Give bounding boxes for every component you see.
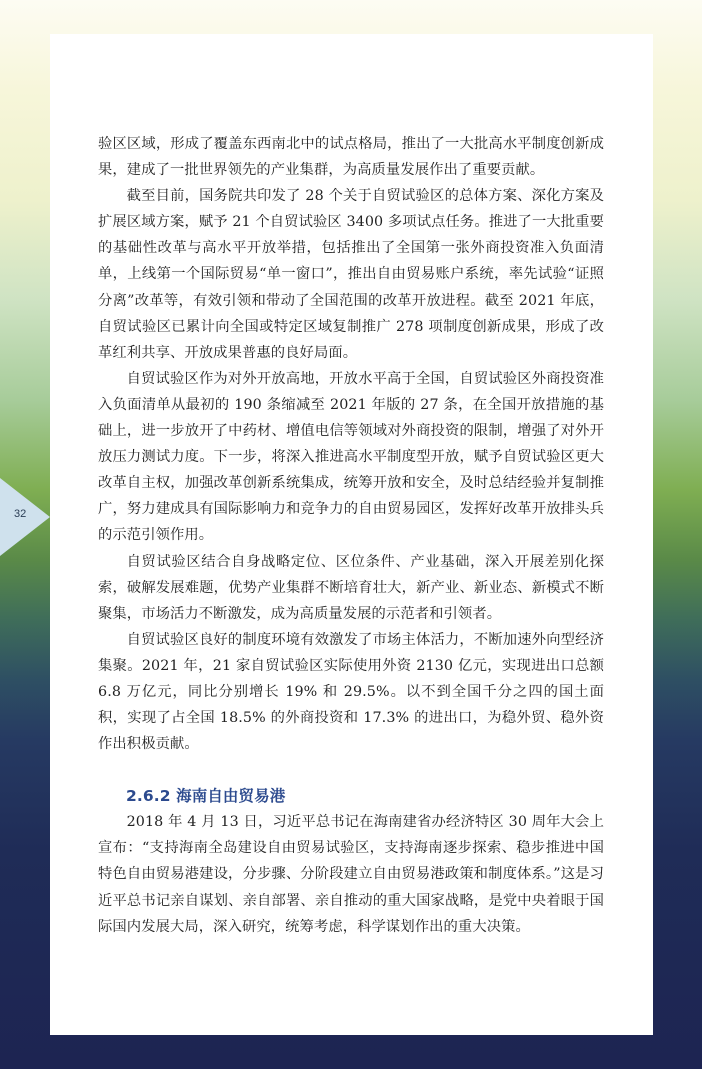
page-number: 32 (14, 508, 27, 520)
paragraph-differentiation: 自贸试验区结合自身战略定位、区位条件、产业基础，深入开展差别化探索，破解发展难题，优势产业集群不断培育壮大，新产业、新业态、新模式不断聚集，市场活力不断激发，成为高质量发展的示范者和引领者。 (98, 553, 604, 622)
body-text (98, 131, 604, 940)
section-heading: 2.6.2 海南自由贸易港 (126, 787, 286, 806)
paragraph-hainan: 2018 年 4 月 13 日，习近平总书记在海南建省办经济特区 30 周年大会上宣布：“支持海南全岛建设自由贸易试验区，支持海南逐步探索、稳步推进中国特色自由贸易港建设，分步骤、分阶段建立自由贸易港政策和制度体系。”这是习近平总书记亲自谋划、亲自部署、亲自推动的重大国家战略，是党中央着眼于国际国内发展大局，深入研究，统筹考虑，科学谋划作出的重大决策。 (98, 814, 604, 935)
paragraph-opening-up: 自贸试验区作为对外开放高地，开放水平高于全国，自贸试验区外商投资准入负面清单从最初的 190 条缩减至 2021 年版的 27 条，在全国开放措施的基础上，进一步放开了中药材、增值电信等领域对外商投资的限制，增强了对外开放压力测试力度。下一步，将深入推进高水平制度型开放，赋予自贸试验区更大改革自主权，加强改革创新系统集成，统筹开放和安全，及时总结经验并复制推广，努力建成具有国际影响力和竞争力的自由贸易园区，发挥好改革开放排头兵的示范引领作用。 (98, 370, 604, 544)
paragraph-plans: 截至目前，国务院共印发了 28 个关于自贸试验区的总体方案、深化方案及扩展区域方案，赋予 21 个自贸试验区 3400 多项试点任务。推进了一大批重要的基础性改革与高水平开放举措，包括推出了全国第一张外商投资准入负面清单，上线第一个国际贸易“单一窗口”，推出自由贸易账户系统，率先试验“证照分离”改革等，有效引领和带动了全国范围的改革开放进程。截至 2021 年底，自贸试验区已累计向全国或特定区域复制推广 278 项制度创新成果，形成了改革红利共享、开放成果普惠的良好局面。 (98, 188, 604, 361)
paragraph-foreign-trade: 自贸试验区良好的制度环境有效激发了市场主体活力，不断加速外向型经济集聚。2021 年，21 家自贸试验区实际使用外资 2130 亿元，实现进出口总额 6.8 万亿元，同比分别增长 19% 和 29.5%。以不到全国千分之四的国土面积，实现了占全国 18.5% 的外商投资和 17.3% 的进出口，为稳外贸、稳外资作出积极贡献。 (98, 631, 604, 753)
paragraph-continued: 验区区域，形成了覆盖东西南北中的试点格局，推出了一大批高水平制度创新成果，建成了一批世界领先的产业集群，为高质量发展作出了重要贡献。 (98, 136, 604, 179)
